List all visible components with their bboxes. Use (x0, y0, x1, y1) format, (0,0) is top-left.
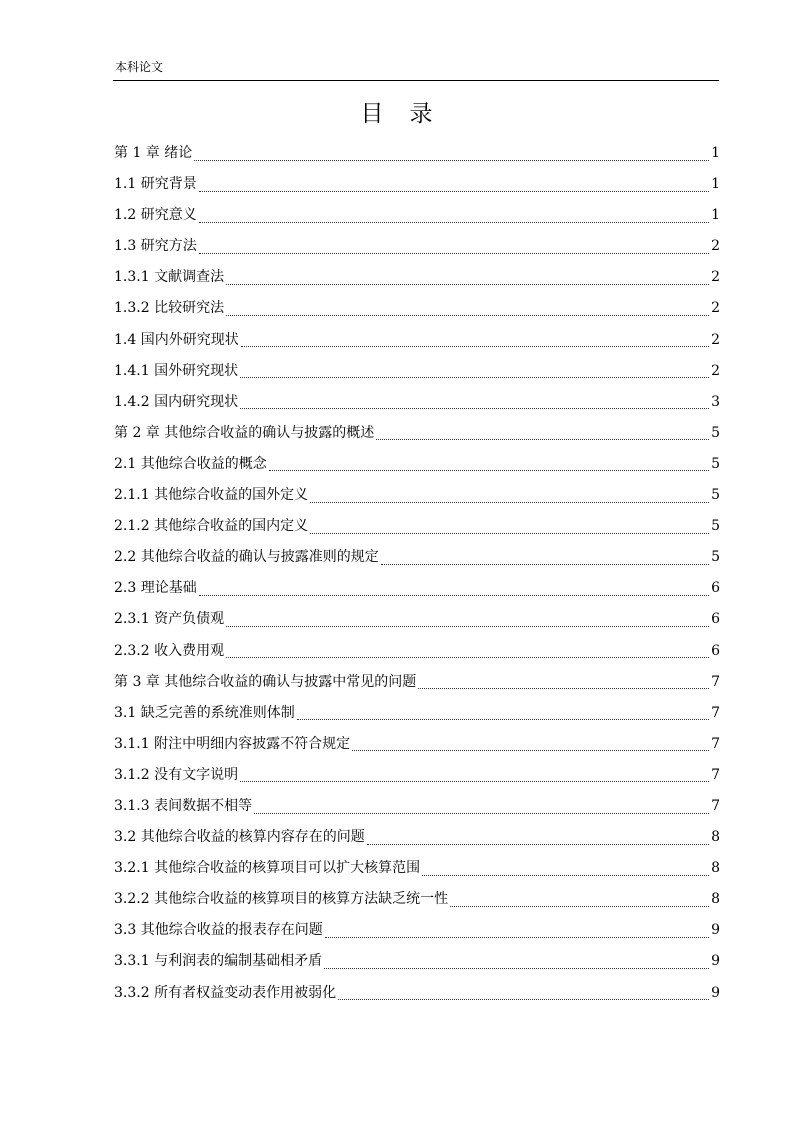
toc-entry-page-number: 8 (711, 860, 720, 877)
toc-leader-dots (418, 687, 709, 689)
toc-entry[interactable] (114, 667, 720, 698)
toc-leader-dots (226, 656, 709, 658)
page-header: 本科论文 (115, 60, 164, 74)
toc-entry-label: 3.1.1 附注中明细内容披露不符合规定 (114, 735, 351, 752)
toc-entry-label: 1.1 研究背景 (114, 176, 197, 193)
toc-leader-dots (310, 501, 709, 503)
toc-entry-label: 2.3.2 收入费用观 (114, 642, 225, 659)
toc-leader-dots (450, 905, 709, 907)
toc-leader-dots (199, 252, 709, 254)
toc-entry[interactable] (114, 356, 720, 387)
toc-leader-dots (338, 998, 709, 1000)
toc-entry-label: 1.3 研究方法 (114, 238, 197, 255)
toc-entry[interactable] (114, 636, 720, 667)
toc-entry-page-number: 5 (711, 549, 720, 566)
toc-entry-label: 1.3.2 比较研究法 (114, 300, 225, 317)
toc-entry-page-number: 6 (711, 642, 720, 659)
toc-leader-dots (367, 843, 709, 845)
toc-entry-page-number: 1 (711, 176, 720, 193)
toc-entry-page-number: 2 (711, 238, 720, 255)
toc-entry-page-number: 1 (711, 207, 720, 224)
toc-leader-dots (240, 376, 709, 378)
toc-entry-label: 3.2.1 其他综合收益的核算项目可以扩大核算范围 (114, 860, 421, 877)
toc-entry-label: 3.1 缺乏完善的系统准则体制 (114, 704, 295, 721)
toc-entry[interactable] (114, 262, 720, 293)
toc-entry[interactable] (114, 480, 720, 511)
toc-entry[interactable] (114, 698, 720, 729)
toc-entry-page-number: 5 (711, 455, 720, 472)
toc-entry-page-number: 2 (711, 362, 720, 379)
header-rule (113, 80, 719, 81)
toc-entry-label: 第 1 章 绪论 (114, 145, 193, 161)
toc-entry-label: 2.1.1 其他综合收益的国外定义 (114, 487, 309, 504)
toc-entry-label: 2.1 其他综合收益的概念 (114, 455, 267, 472)
toc-entry-label: 3.1.3 表间数据不相等 (114, 797, 253, 814)
toc-leader-dots (381, 563, 709, 565)
toc-entry[interactable] (114, 387, 720, 418)
toc-entry-label: 3.2.2 其他综合收益的核算项目的核算方法缺乏统一性 (114, 891, 449, 908)
toc-entry-label: 3.1.2 没有文字说明 (114, 766, 239, 783)
toc-leader-dots (310, 532, 709, 534)
toc-entry-label: 3.3 其他综合收益的报表存在问题 (114, 922, 323, 939)
toc-leader-dots (194, 159, 709, 161)
toc-entry[interactable] (114, 418, 720, 449)
toc-entry-page-number: 5 (711, 424, 720, 441)
toc-entry[interactable] (114, 760, 720, 791)
toc-entry[interactable] (114, 822, 720, 853)
toc-entry-label: 3.3.2 所有者权益变动表作用被弱化 (114, 984, 337, 1001)
toc-leader-dots (199, 190, 709, 192)
toc-entry-page-number: 8 (711, 829, 720, 846)
toc-entry-page-number: 5 (711, 487, 720, 504)
toc-entry-page-number: 6 (711, 580, 720, 597)
toc-entry-page-number: 2 (711, 269, 720, 286)
toc-leader-dots (422, 874, 709, 876)
toc-entry-label: 1.4.1 国外研究现状 (114, 362, 239, 379)
toc-entry-label: 1.3.1 文献调查法 (114, 269, 225, 286)
toc-entry-page-number: 7 (711, 704, 720, 721)
toc-leader-dots (324, 967, 709, 969)
toc-entry-label: 第 3 章 其他综合收益的确认与披露中常见的问题 (114, 673, 417, 690)
toc-entry[interactable] (114, 604, 720, 635)
toc-entry-page-number: 7 (711, 766, 720, 783)
toc-entry-label: 第 2 章 其他综合收益的确认与披露的概述 (114, 424, 375, 441)
toc-entry-page-number: 5 (711, 518, 720, 535)
toc-entry[interactable] (114, 200, 720, 231)
toc-entry-label: 1.4 国内外研究现状 (114, 331, 239, 348)
toc-entry-page-number: 1 (711, 145, 720, 161)
toc-entry[interactable] (114, 915, 720, 946)
toc-entry-label: 2.3.1 资产负债观 (114, 611, 225, 628)
toc-leader-dots (226, 625, 709, 627)
toc-leader-dots (269, 469, 709, 471)
toc-entry-page-number: 6 (711, 611, 720, 628)
toc-entry[interactable] (114, 542, 720, 573)
toc-entry-label: 2.3 理论基础 (114, 580, 197, 597)
toc-entry[interactable] (114, 138, 720, 169)
toc-entry-page-number: 2 (711, 300, 720, 317)
toc-entry[interactable] (114, 511, 720, 542)
toc-entry[interactable] (114, 293, 720, 324)
toc-title-part-b: 录 (409, 101, 433, 127)
toc-entry[interactable] (114, 231, 720, 262)
toc-entry-page-number: 7 (711, 673, 720, 690)
toc-entry-page-number: 9 (711, 984, 720, 1001)
toc-entry-page-number: 7 (711, 797, 720, 814)
toc-entry[interactable] (114, 573, 720, 604)
toc-entry-label: 2.1.2 其他综合收益的国内定义 (114, 518, 309, 535)
toc-leader-dots (297, 718, 709, 720)
toc-leader-dots (240, 780, 709, 782)
toc-leader-dots (226, 283, 709, 285)
toc-entry-page-number: 8 (711, 891, 720, 908)
toc-leader-dots (199, 221, 709, 223)
toc-entry[interactable] (114, 169, 720, 200)
toc-entry-page-number: 9 (711, 922, 720, 939)
toc-leader-dots (241, 345, 709, 347)
toc-leader-dots (376, 438, 709, 440)
toc-entry[interactable] (114, 729, 720, 760)
toc-entry[interactable] (114, 449, 720, 480)
table-of-contents (114, 138, 720, 1009)
toc-entry-label: 3.2 其他综合收益的核算内容存在的问题 (114, 829, 365, 846)
toc-entry[interactable] (114, 791, 720, 822)
toc-entry-page-number: 3 (711, 393, 720, 410)
toc-leader-dots (325, 936, 709, 938)
toc-leader-dots (254, 812, 709, 814)
toc-entry-page-number: 9 (711, 953, 720, 970)
toc-leader-dots (199, 594, 709, 596)
toc-title (0, 96, 793, 132)
toc-entry[interactable] (114, 853, 720, 884)
toc-leader-dots (240, 407, 709, 409)
toc-leader-dots (352, 749, 709, 751)
toc-entry-label: 1.2 研究意义 (114, 207, 197, 224)
toc-entry[interactable] (114, 978, 720, 1009)
toc-entry-label: 3.3.1 与利润表的编制基础相矛盾 (114, 953, 323, 970)
toc-entry-page-number: 2 (711, 331, 720, 348)
toc-entry-label: 2.2 其他综合收益的确认与披露准则的规定 (114, 549, 379, 566)
toc-entry[interactable] (114, 946, 720, 977)
toc-entry-label: 1.4.2 国内研究现状 (114, 393, 239, 410)
toc-entry[interactable] (114, 884, 720, 915)
toc-title-part-a: 目 (360, 101, 384, 127)
toc-entry-page-number: 7 (711, 735, 720, 752)
toc-leader-dots (226, 314, 709, 316)
toc-entry[interactable] (114, 325, 720, 356)
